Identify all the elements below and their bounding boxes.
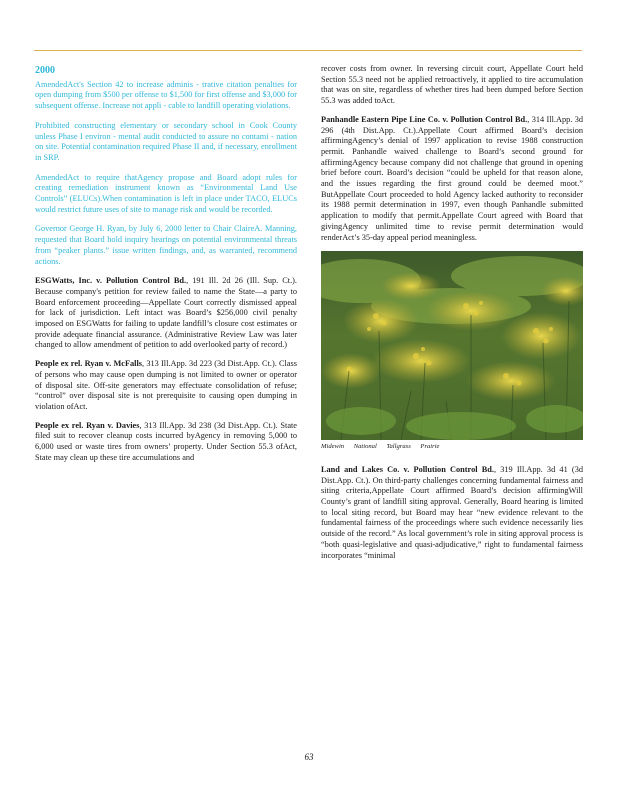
case-name: People ex rel. Ryan v. McFalls	[35, 359, 143, 369]
legislation-paragraph: AmendedAct's Section 42 to increase adminis - trative citation penalties for open dumping from $500 per offense to $1,500 for first offense and $3,000 for subsequent offense. Increase not appli - cable to landfill operating violations.	[35, 79, 297, 111]
legislation-paragraph: Prohibited constructing elementary or secondary school in Cook County unless Phase I environ - mental audit conducted to assure no contami - nation on site. Potential contamination required Phase II and, if necessary, enrollment in SRP.	[35, 120, 297, 162]
photo-caption: Midewin National Tallgrass Prairie	[321, 443, 440, 451]
case-paragraph	[35, 359, 297, 413]
case-name: Panhandle Eastern Pipe Line Co. v. Pollution Control Bd.	[321, 114, 528, 124]
case-body: , 314 Ill.App. 3d 296 (4th Dist.App. Ct.).Appellate Court affirmed Board’s decision affirmingAgency’s denial of 1997 application to revise 1988 construction permit. Panhandle waived challenge to Board’s second ground for affirmingAgency because company did not challenge that ground in opening brief before court. Board’s decision “could be upheld for that reason alone, and the issues regarding the first ground could be deemed moot.” ButAppellate Court proceeded to hold Agency lacked authority to reconsider its 1988 permit determination in 1997, even though Panhandle submitted application to modify that permit.Appellate Court agreed with Board that givingAgency unlimited time to revise permit determination would renderAct’s 35-day appeal period meaningless.	[321, 114, 583, 242]
left-column	[35, 64, 297, 472]
case-paragraph	[35, 421, 297, 464]
case-paragraph	[321, 115, 583, 243]
case-body: , 313 Ill.App. 3d 223 (3d Dist.App. Ct.). Class of persons who may cause open dumping is not limited to owner or operator of disposal site. Off-site generators may effectuate consolidation of refuse; “control” over disposal site is not prerequisite to causing open dumping in violation ofAct.	[35, 359, 297, 411]
page-number: 63	[304, 752, 314, 762]
legislation-paragraph: AmendedAct to require thatAgency propose and Board adopt rules for creating remediation instrument known as “Environmental Land Use Controls” (ELUCs).When contamination is left in place under TACO, ELUCs would restrict future uses of site to manage risk and would be recorded.	[35, 172, 297, 214]
case-body: , 319 Ill.App. 3d 41 (3d Dist.App. Ct.). On third-party challenges concerning fundamental fairness and siting criteria,Appellate Court affirmed Board’s decision affirmingWill County’s grant of landfill siting approval. Generally, Board hearing is limited to local siting record, but Board may hear “new evidence relevant to the fundamental fairness of the proceedings where such evidence necessarily lies outside of the record.” As local government’s role in siting approval process is “both quasi-legislative and quasi-adjudicative,” right to fundamental fairness incorporates “minimal	[321, 464, 583, 560]
case-name: ESGWatts, Inc. v. Pollution Control Bd.	[35, 276, 187, 286]
case-body: , 313 Ill.App. 3d 238 (3d Dist.App. Ct.). State filed suit to recover cleanup costs incurred byAgency in removing 5,000 to 6,000 used or waste tires from owners’ property. Under Section 55.3 ofAct, State may clean up these tire accumulations and	[35, 420, 297, 462]
year-heading: 2000	[35, 65, 55, 76]
legislation-paragraph: Governor George H. Ryan, by July 6, 2000 letter to Chair ClaireA. Manning, requested that Board hold inquiry hearings on potential environmental threats from “peaker plants.” issue written findings, and, as warranted, recommend actions.	[35, 224, 297, 266]
case-name: People ex rel. Ryan v. Davies	[35, 420, 140, 430]
case-paragraph	[321, 465, 583, 561]
case-paragraph	[35, 276, 297, 351]
case-name: Land and Lakes Co. v. Pollution Control Bd.	[321, 464, 494, 474]
header-rule	[34, 50, 582, 51]
right-column	[321, 64, 583, 569]
prairie-photo	[321, 251, 583, 440]
continued-paragraph: recover costs from owner. In reversing circuit court, Appellate Court held Section 55.3 need not be applied retroactively, it applied to tire accumulation that was on site, regardless of whether tires had been dumped before Section 55.3 was added toAct.	[321, 64, 583, 106]
case-body: , 191 Ill. 2d 26 (Ill. Sup. Ct.). Because company's petition for review failed to name the State—a party to Board enforcement proceeding—Appellate Court correctly dismissed appeal for lack of jurisdiction. Left intact was Board’s $256,000 civil penalty imposed on ESGWatts for failing to update landfill’s closure cost estimates or provide adequate financial assurance. (Administrative Review Law was later changed to allow amendment of petition to add overlooked party of record.)	[35, 276, 297, 350]
